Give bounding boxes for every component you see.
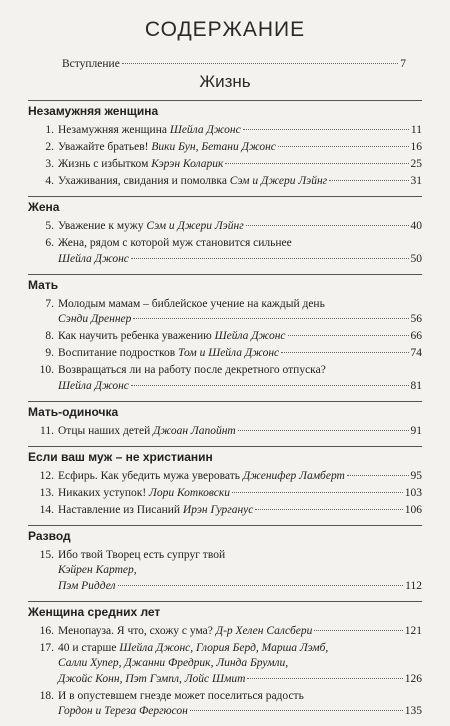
entry-line — [58, 252, 422, 268]
entry-number: 17. — [39, 641, 54, 654]
entry-author: Том и Шейла Джонс — [178, 347, 280, 359]
entry-number: 3. — [45, 158, 54, 170]
dot-leader — [347, 475, 409, 476]
entry-text — [58, 174, 327, 190]
dot-leader — [133, 318, 408, 319]
toc-entry[interactable] — [28, 469, 422, 485]
dot-leader — [131, 385, 409, 386]
entry-title: Отцы наших детей — [58, 424, 154, 437]
entry-number: 14. — [39, 503, 54, 516]
entry-text — [58, 624, 312, 640]
entry-text — [58, 329, 286, 345]
toc-entry[interactable] — [28, 346, 422, 362]
part-title: Жизнь — [199, 72, 251, 91]
entry-page: 40 — [410, 220, 422, 232]
entry-number: 13. — [39, 486, 54, 499]
toc-entry[interactable] — [28, 363, 422, 394]
entry-line — [58, 689, 422, 705]
entry-title: Жена, рядом с которой муж становится сильнее — [58, 237, 292, 249]
dot-leader — [329, 180, 408, 181]
entry-line — [58, 219, 422, 235]
entry-author: Сэм и Джери Лэйнг — [146, 220, 244, 232]
entry-page: 126 — [404, 672, 422, 685]
entry-line — [58, 123, 422, 139]
entry-line — [58, 297, 422, 313]
dot-leader — [314, 630, 402, 631]
entry-title: 40 и старше — [58, 641, 120, 654]
entry-page: 31 — [410, 175, 422, 187]
entry-text — [58, 424, 236, 440]
entry-line — [58, 140, 422, 156]
entry-title: И в опустевшем гнезде может поселиться радость — [58, 689, 304, 702]
entry-number: 1. — [45, 124, 54, 136]
toc-entry[interactable] — [28, 157, 422, 173]
entry-line — [58, 563, 422, 579]
dot-leader — [246, 225, 409, 226]
toc-entry[interactable] — [28, 123, 422, 139]
entry-text — [58, 140, 276, 156]
entry-page: 91 — [410, 424, 422, 437]
entry-author: Шейла Джонс — [214, 330, 286, 342]
entry-number: 10. — [39, 364, 54, 376]
entry-title: Наставление из Писаний — [58, 503, 183, 516]
entry-page: 56 — [410, 313, 422, 325]
entry-title: Возвращаться ли на работу после декретного отпуска? — [58, 364, 326, 376]
toc-entry[interactable] — [28, 329, 422, 345]
toc-intro-entry[interactable] — [62, 58, 406, 70]
entry-text — [58, 503, 253, 519]
entry-line — [58, 672, 422, 688]
entry-title: Жизнь с избытком — [58, 158, 152, 170]
toc-entry[interactable] — [28, 297, 422, 328]
entry-line — [58, 641, 422, 657]
dot-leader — [118, 585, 404, 586]
entry-number: 11. — [40, 424, 54, 437]
entry-title: Уважение к мужу — [58, 220, 147, 232]
entry-author: Джоан Лапойнт — [153, 424, 236, 437]
entry-line — [58, 469, 422, 485]
entry-author: Дженифер Ламберт — [242, 469, 345, 482]
entry-title: Как научить ребенка уважению — [58, 330, 215, 342]
entry-number: 6. — [45, 237, 54, 249]
entry-line — [58, 379, 422, 395]
toc-entry[interactable] — [28, 548, 422, 595]
entry-number: 15. — [39, 548, 54, 561]
toc-entry[interactable] — [28, 624, 422, 640]
entry-text — [58, 219, 244, 235]
dot-leader — [131, 258, 409, 259]
entry-page: 103 — [404, 486, 422, 499]
entry-author: Кэйрен Картер, — [58, 564, 137, 576]
entry-text — [58, 346, 279, 362]
entry-author: Кэрэн Коларик — [151, 158, 224, 170]
section-title: Жена — [28, 196, 422, 219]
dot-leader — [238, 430, 409, 431]
entry-author: Салли Хупер, Джанни Фредрик, Линда Брумли, — [58, 657, 289, 669]
entry-title: Незамужняя женщина — [58, 124, 170, 136]
toc-entry[interactable] — [28, 174, 422, 190]
entry-title: Уважайте братьев! — [58, 141, 152, 153]
entry-line — [58, 312, 422, 328]
entry-page: 95 — [410, 469, 422, 482]
entry-number: 16. — [39, 624, 54, 637]
entry-author: Шейла Джонс, Глория Берд, Марша Лэмб, — [119, 641, 329, 654]
entry-author: Шейла Джонс — [169, 124, 241, 136]
entry-page: 25 — [410, 158, 422, 170]
dot-leader — [243, 129, 409, 130]
entry-page: 121 — [404, 624, 422, 637]
entry-title: Ухаживания, свидания и помолвка — [58, 175, 230, 187]
entry-title: Вступление — [62, 58, 120, 70]
entry-page: 112 — [405, 579, 422, 592]
section-title: Незамужняя женщина — [28, 100, 422, 123]
entry-title: Никаких уступок! — [58, 486, 150, 499]
entry-page: 81 — [410, 379, 422, 392]
entry-line — [58, 157, 422, 173]
section-title: Мать-одиночка — [28, 401, 422, 424]
entry-number: 8. — [45, 330, 54, 342]
entry-author: Сэм и Джери Лэйнг — [229, 175, 328, 187]
entry-page: 16 — [410, 141, 422, 153]
entry-text — [58, 486, 230, 502]
entry-line — [58, 329, 422, 345]
entry-line — [58, 704, 422, 720]
entry-number: 4. — [45, 175, 54, 187]
entry-author: Гордон и Тереза Фергюсон — [58, 705, 188, 717]
dot-leader — [281, 352, 408, 353]
dot-leader — [247, 678, 402, 679]
toc-entry[interactable] — [28, 486, 422, 502]
entry-number: 5. — [45, 220, 54, 232]
toc-entry[interactable] — [28, 219, 422, 235]
entry-text — [58, 157, 223, 173]
entry-number: 9. — [45, 347, 54, 359]
toc-sections — [28, 100, 422, 726]
entry-author: Пэм Риддел — [58, 579, 116, 592]
entry-number: 7. — [45, 297, 54, 310]
entry-line — [58, 503, 422, 519]
entry-line — [58, 624, 422, 640]
dot-leader — [278, 146, 409, 147]
entry-line — [58, 363, 422, 379]
entry-line — [58, 656, 422, 672]
entry-title: Молодым мамам – библейское учение на каждый день — [58, 297, 325, 310]
entry-text — [58, 123, 241, 139]
section-title: Развод — [28, 525, 422, 548]
toc-entry[interactable] — [28, 140, 422, 156]
toc-entry[interactable] — [28, 424, 422, 440]
entry-title: Менопауза. Я что, схожу с ума? — [58, 624, 216, 637]
entry-author: Шейла Джонс — [58, 379, 129, 392]
toc-entry[interactable] — [28, 641, 422, 688]
entry-author: Ирэн Гурганус — [182, 503, 254, 516]
entry-line — [58, 174, 422, 190]
entry-number: 2. — [45, 141, 54, 153]
section-title: Если ваш муж – не христианин — [28, 446, 422, 469]
entry-line — [58, 548, 422, 564]
entry-author: Джойс Конн, Пэт Гэмпл, Лойс Шмит — [58, 672, 246, 685]
entry-title: Ибо твой Творец есть супруг твой — [58, 548, 226, 561]
entry-title: Есфирь. Как убедить мужа уверовать — [58, 469, 243, 482]
entry-number: 18. — [39, 689, 54, 702]
dot-leader — [288, 335, 409, 336]
entry-line — [58, 346, 422, 362]
toc-entry[interactable] — [28, 689, 422, 720]
entry-text — [58, 469, 345, 485]
entry-title: Воспитание подростков — [58, 347, 179, 359]
entry-page: 135 — [404, 705, 422, 717]
entry-author: Вики Бун, Бетани Джонс — [151, 141, 276, 153]
entry-page: 50 — [410, 252, 422, 265]
entry-line — [58, 579, 422, 595]
entry-line — [58, 236, 422, 252]
entry-page: 74 — [410, 347, 422, 359]
dot-leader — [122, 63, 398, 64]
entry-line — [58, 424, 422, 440]
entry-author: Сэнди Дреннер — [58, 313, 132, 325]
entry-page: 66 — [410, 330, 422, 342]
entry-page: 7 — [400, 58, 406, 70]
entry-author: Д-р Хелен Салсбери — [215, 624, 313, 637]
entry-page: 106 — [404, 503, 422, 516]
page-title: СОДЕРЖАНИЕ — [144, 18, 306, 41]
entry-page: 11 — [410, 124, 422, 136]
section-title: Женщина средних лет — [28, 601, 422, 624]
toc-entry[interactable] — [28, 503, 422, 519]
entry-line — [58, 486, 422, 502]
dot-leader — [225, 163, 408, 164]
section-title: Мать — [28, 274, 422, 297]
dot-leader — [232, 492, 403, 493]
entry-author: Лори Котковски — [149, 486, 230, 499]
toc-entry[interactable] — [28, 236, 422, 267]
dot-leader — [255, 509, 402, 510]
section-gap — [28, 721, 422, 726]
entry-number: 12. — [39, 469, 54, 482]
entry-author: Шейла Джонс — [58, 252, 129, 265]
